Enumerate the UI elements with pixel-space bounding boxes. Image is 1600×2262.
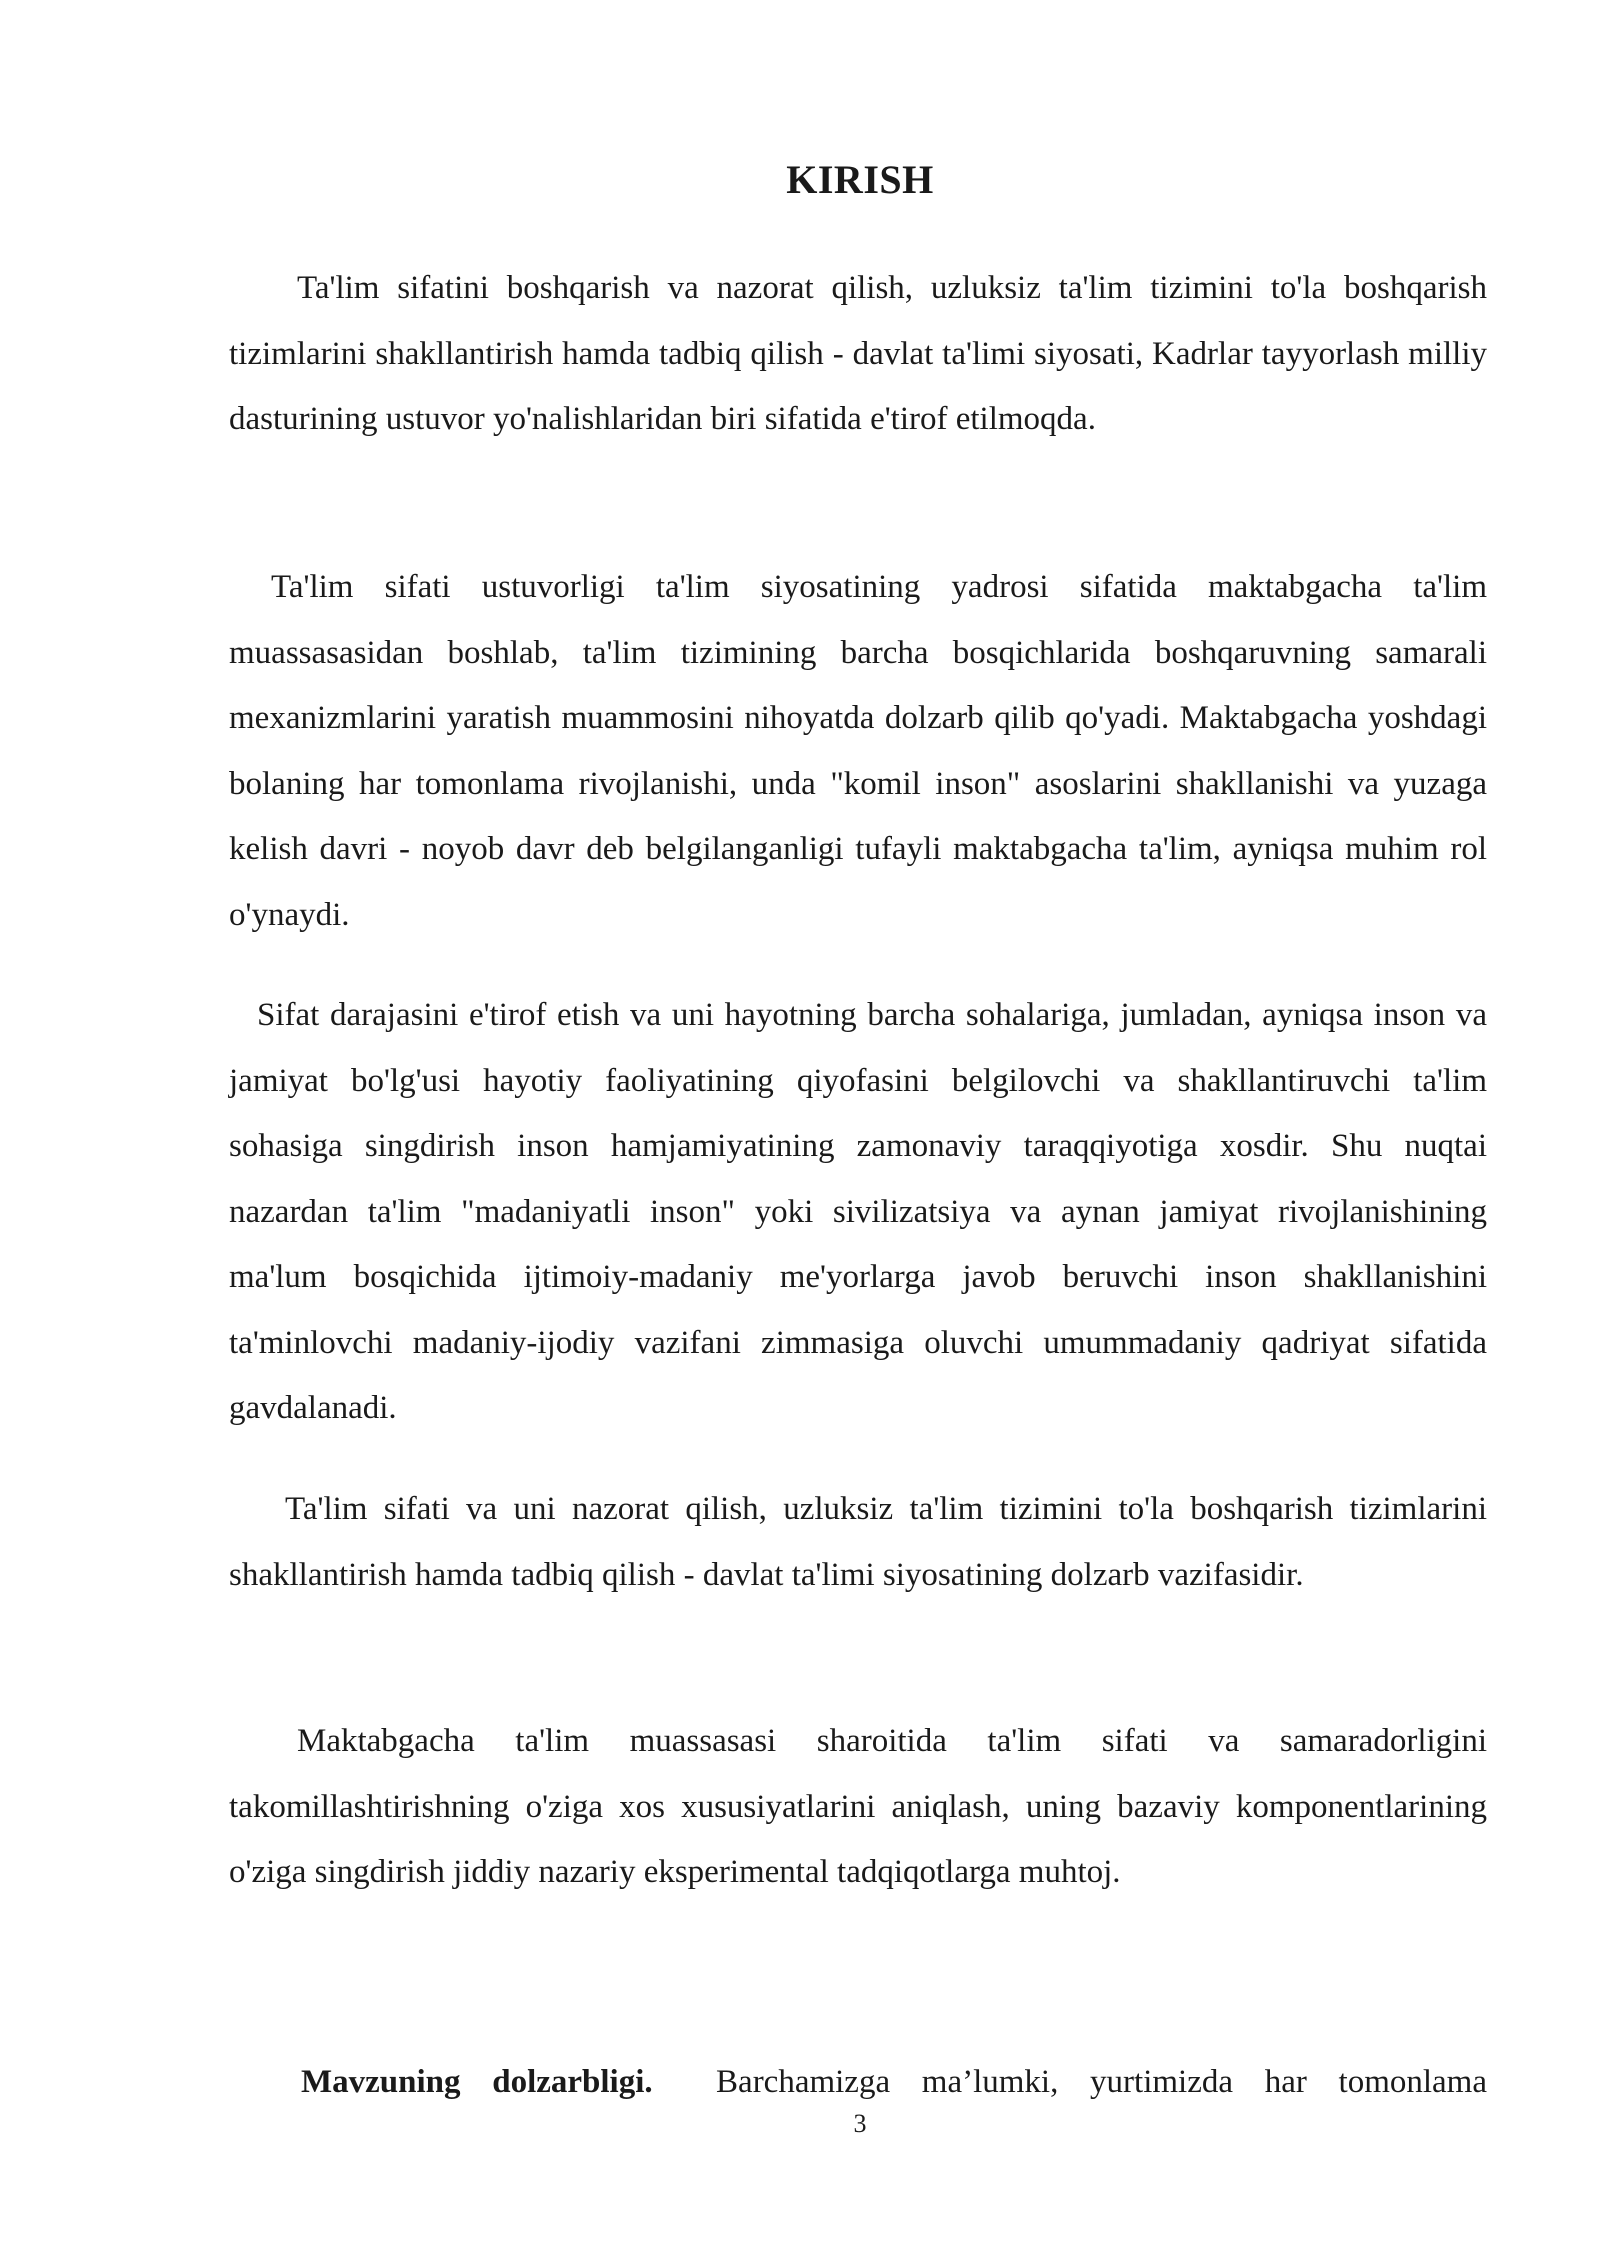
paragraph-1: Ta'lim sifatini boshqarish va nazorat qilish, uzluksiz ta'lim tizimini to'la boshqarish tizimlarini shakllantirish hamda tadbiq qilish - davlat ta'limi siyosati, Kadrlar tayyorlash milliy dasturining ustuvor yo'nalishlaridan biri sifatida e'tirof etilmoqda.	[229, 270, 1487, 437]
paragraph-5: Maktabgacha ta'lim muassasasi sharoitida ta'lim sifati va samaradorligini takomillashtirishning o'ziga xos xususiyatlarini aniqlash, uning bazaviy komponentlarining o'ziga singdirish jiddiy nazariy eksperimental tadqiqotlarga muhtoj.	[229, 1723, 1487, 1890]
page-number: 3	[853, 2109, 867, 2138]
topic-relevance-lead: Mavzuning dolzarbligi.	[301, 2064, 653, 2100]
paragraph-2: Ta'lim sifati ustuvorligi ta'lim siyosatining yadrosi sifatida maktabgacha ta'lim muassasasidan boshlab, ta'lim tizimining barcha bosqichlarida boshqaruvning samarali mexanizmlarini yaratish muammosini nihoyatda dolzarb qilib qo'yadi. Maktabgacha yoshdagi bolaning har tomonlama rivojlanishi, unda "komil inson" asoslarini shakllanishi va yuzaga kelish davri - noyob davr deb belgilanganligi tufayli maktabgacha ta'lim, ayniqsa muhim rol o'ynaydi.	[229, 569, 1487, 933]
paragraph-3: Sifat darajasini e'tirof etish va uni hayotning barcha sohalariga, jumladan, ayniqsa inson va jamiyat bo'lg'usi hayotiy faoliyatining qiyofasini belgilovchi va shakllantiruvchi ta'lim sohasiga singdirish inson hamjamiyatining zamonaviy taraqqiyotiga xosdir. Shu nuqtai nazardan ta'lim "madaniyatli inson" yoki sivilizatsiya va aynan jamiyat rivojlanishining ma'lum bosqichida ijtimoiy-madaniy me'yorlarga javob beruvchi inson shakllanishini ta'minlovchi madaniy-ijodiy vazifani zimmasiga oluvchi umummadaniy qadriyat sifatida gavdalanadi.	[229, 997, 1487, 1426]
section-heading: KIRISH	[786, 157, 934, 202]
topic-relevance-text: Barchamizga ma’lumki, yurtimizda har tomonlama	[716, 2064, 1487, 2100]
paragraph-4: Ta'lim sifati va uni nazorat qilish, uzluksiz ta'lim tizimini to'la boshqarish tizimlarini shakllantirish hamda tadbiq qilish - davlat ta'limi siyosatining dolzarb vazifasidir.	[229, 1491, 1487, 1593]
